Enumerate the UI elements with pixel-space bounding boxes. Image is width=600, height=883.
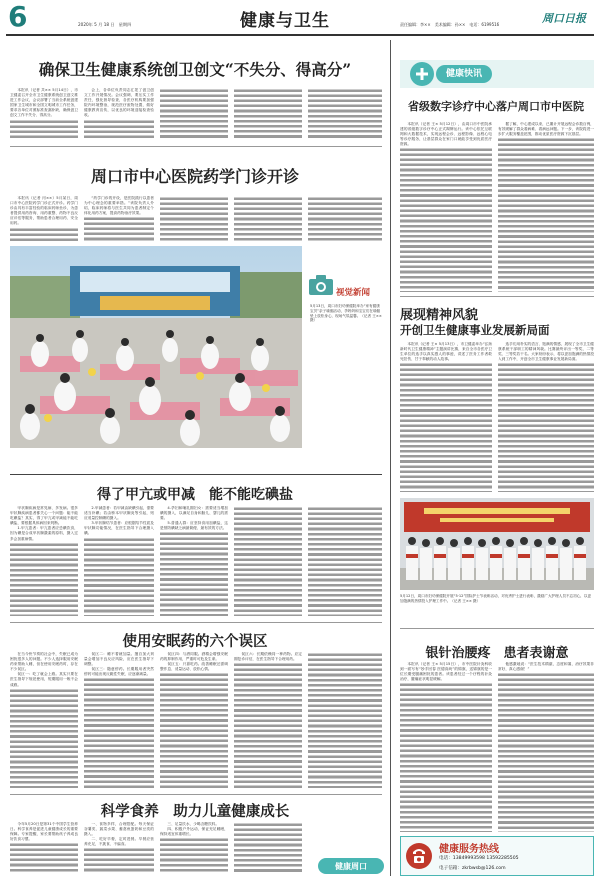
phone-label: 电话： [439,856,453,861]
group-photo-caption: 5月12日，周口市妇幼保健院开展“5·12”国际护士节表彰活动，对优秀护士进行表彰，激励广大护理人员不忘初心，以更加饱满的热情投入护理工作中。（记者 王×× 摄） [400,594,592,603]
digital-para-1: 本报讯（记者 王× 5月12日），由周口市中医院承建的省级数字诊疗中心正式揭牌运行。该中心依托互联网和大数据技术，实现远程会诊、远程影像、远程心电等诊疗服务，让基层群众在家门口就能享受到优质医疗资源。 [400,122,492,147]
divider-r2 [400,628,594,629]
acu-para-2: 他感激地说：“医生技术精湛，态度和蔼，治疗效果非常好，真心感谢！” [498,662,594,672]
nutrition-para-3: 二、吃好早餐，定时进餐。早餐应营养充足，不挑食、不偏食。 [84,837,154,847]
article-1-para-1: 本报讯（记者 共×× 5月14日），市卫健委召开全市卫生健康系统创卫创文推进工作会议，会议部署了当前全系统创建国家卫生城市和全国文明城市工作任务，要求各单位对照标准查漏补缺，确保创卫创文工作不失分、得高分。 [10,88,78,118]
acu-col-1 [400,662,492,832]
nutrition-col-3 [160,822,228,872]
iodine-para-5: 4.孕妇和哺乳期妇女：需要适当增加碘的摄入，以满足自身和胎儿、婴儿的需要。 [160,506,228,521]
hotline-title: 健康服务热线 [439,844,499,855]
phone-icon [405,842,433,870]
digital-para-2: 据了解，中心建成以来，已累计开展远程会诊数百例，有效缓解了群众看病难、看病远问题。下一步，该院将进一步扩大服务覆盖范围，推动优质医疗资源下沉基层。 [498,122,594,137]
spirit-col-2 [498,342,594,492]
divider-r1 [400,296,594,297]
pills-para-7: 误区六：长期依赖同一种药物。应定期复诊评估，在医生指导下合理用药。 [234,652,302,662]
phone-number: 13849993598 13592285505 [452,856,519,861]
iodine-col-1 [10,506,78,616]
article-2-col-3 [160,196,228,242]
paper-name: 周口日报 [542,12,586,25]
health-flash-banner [400,60,594,88]
headline-digital-clinic: 省级数字诊疗中心落户周口市中医院 [408,100,584,113]
pills-col-2 [84,652,154,788]
pills-para-5: 误区四：与酒同服。酒精会增强安眠药的抑制作用，严重时可危及生命。 [160,652,228,662]
nutrition-col-2 [84,822,154,872]
divider-2 [10,474,382,475]
article-2-para-1: 本报讯（记者 闫××）5月某日，周口市中心医院药学门诊正式开诊。药学门诊由具有丰富经验的临床药师坐诊，为患者提供用药咨询、用药重整、药物不良反应评估等服务，帮助患者合理用药、安全用药。 [10,196,78,226]
page-header [0,0,600,36]
article-2-col-4 [234,196,302,242]
article-1-col-2 [84,88,154,140]
pills-col-4 [234,652,302,788]
nutrition-col-1 [10,822,78,872]
article-2-para-2: “药学门诊的开设，是医院践行以患者为中心理念的重要举措。”该院负责人介绍，临床药师将与医生共同为患者制定个体化用药方案，提高药物治疗效果。 [84,196,154,216]
nutrition-col-4 [234,822,302,872]
issue-date: 2020年 5 月 18 日 星期四 [78,22,132,27]
spirit-para-1: 本报讯（记者 王× 5月13日），市卫健委举办“弘扬新时代卫生健康精神”主题演讲比赛，来自全市各医疗卫生单位的选手以真实感人的事迹，讲述了医务工作者救死扶伤、甘于奉献的动人故事。 [400,342,492,362]
article-1-para-2: 会上，各单位负责同志汇报了创卫创文工作开展情况。会议强调，要压实工作责任，强化督导检查，各医疗机构要加强院内环境整治，规范医疗废物处置，做好健康教育宣传，以优良的环境迎接检查验收。 [84,88,154,118]
pills-para-4: 误区三：随意停药。长期服用者突然停药可能出现反跳性失眠，应逐渐减量。 [84,667,154,677]
nutrition-para-5: 四、积极户外运动，保证充足睡眠，保持适宜体重增长。 [160,827,228,837]
iodine-col-5 [308,506,382,616]
article-1-col-1 [10,88,78,140]
pills-col-5 [308,652,382,788]
pills-col-1 [10,652,78,788]
headline-spirit-1: 展现精神风貌 [400,308,479,323]
yoga-news-photo [10,246,302,448]
health-flash-label: 健康快讯 [436,65,492,83]
pills-para-2: 误区一：吃了就会上瘾。其实只要在医生指导下规范使用，短期服用一般不会成瘾。 [10,672,78,687]
acu-para-1: 本报讯（记者 王× 5月15日），市中医院针灸科收到一面写有“妙手回春 医德高尚”的锦旗，送锦旗的是一位长期受腰痛困扰的患者。该患者经过一个疗程的针灸治疗，腰痛症状明显缓解。 [400,662,492,682]
editor-info: 责任编辑：李×× 美术编辑：孙×× 电话：6199516 [400,22,500,27]
divider-1 [10,146,382,147]
iodine-para-3: 2.甲减患者：若甲减由缺碘引起，需要适当补碘；若由桥本甲状腺炎等引起，则应适量控制碘的摄入。 [84,506,154,521]
divider-3 [10,622,382,623]
column-divider [390,40,391,876]
headline-child-nutrition: 科学食养 助力儿童健康成长 [100,803,290,820]
divider-4 [10,794,382,795]
iodine-col-2 [84,506,154,616]
headline-creation-campaign: 确保卫生健康系统创卫创文“不失分、得高分” [38,60,352,79]
iodine-para-2: 1.甲亢患者：甲亢患者应忌碘饮食，因为碘是合成甲状腺激素的原料，摄入过多会加重病情。 [10,526,78,541]
iodine-para-1: 甲状腺疾病是常见病、多发病。很多甲状腺疾病患者都关心一个问题：能不能吃碘盐？其实，得了甲亢或甲减能不能吃碘盐，要根据具体病因来判断。 [10,506,78,526]
pills-para-1: 在当今快节奏的社会中，失眠已成为困扰很多人的问题。不少人选择服用安眠药来帮助入睡，但在使用安眠药时，存在不少误区。 [10,652,78,672]
headline-sleeping-pills: 使用安眠药的六个误区 [122,633,268,650]
iodine-para-6: 5.普通人群：应坚持食用加碘盐，这是预防碘缺乏病最简便、最有效的方法。 [160,521,228,531]
email-label: 电子信箱： [439,866,462,871]
email-address: zkrbwsb@126.com [461,866,506,871]
iodine-col-3 [160,506,228,616]
pills-para-6: 误区五：只靠吃药。改善睡眠还需调整作息、适量运动、放松心情。 [160,662,228,672]
pills-para-3: 误区二：睡不着就加量。擅自加大剂量会增加不良反应风险，应在医生指导下调整。 [84,652,154,667]
nutrition-para-1: 今年5月20日是第31个中国学生营养日。科学食养是促进儿童健康成长的重要保障。专家提醒，家长要帮助孩子养成良好饮食习惯。 [10,822,78,842]
award-group-photo [400,498,594,590]
page-number: 6 [8,0,28,33]
hotline-phone-row [439,855,519,861]
nutrition-para-2: 一、食物多样，合理搭配。每天保证谷薯类、蔬菜水果、畜禽鱼蛋奶和豆类的摄入。 [84,822,154,837]
article-2-col-5 [308,196,382,242]
hotline-box [400,836,594,876]
digital-col-2 [498,122,594,292]
article-1-col-5 [308,88,382,140]
headline-acupuncture: 银针治腰疼 患者表谢意 [425,646,569,661]
article-1-col-3 [160,88,228,140]
section-title: 健康与卫生 [240,11,330,31]
pills-col-3 [160,652,228,788]
article-2-col-2 [84,196,154,242]
headline-pharmacy-clinic: 周口市中心医院药学门诊开诊 [90,167,299,186]
header-rule [6,34,594,36]
headline-iodine-salt: 得了甲亢或甲减 能不能吃碘盐 [97,487,293,503]
headline-spirit-2: 开创卫生健康事业发展新局面 [400,323,550,337]
visual-news-label: 视觉新闻 [336,288,371,298]
acu-col-2 [498,662,594,832]
camera-icon [308,274,334,296]
hotline-email-row [439,865,506,871]
article-2-col-1 [10,196,78,242]
iodine-para-4: 3.甲状腺结节患者：应根据结节性质及甲状腺功能情况，在医生指导下合理摄入碘。 [84,521,154,536]
spirit-para-2: 选手们用朴实的语言、饱满的情感，展现了全市卫生健康系统干部职工的精神风貌。比赛最终评出一等奖、二等奖、三等奖若干名。大家纷纷表示，将以更加饱满的热情投入到工作中，开创全市卫生健康事业发展新局面。 [498,342,594,362]
healthy-zhoukou-badge: 健康周口 [318,858,384,874]
article-1-col-4 [234,88,302,140]
iodine-col-4 [234,506,302,616]
digital-col-1 [400,122,492,292]
nutrition-para-4: 三、足量饮水，少喝含糖饮料。 [167,822,220,826]
spirit-col-1 [400,342,492,492]
photo-caption: 5月13日，周口市妇幼保健院举办“家有健康宝贝”亲子瑜伽活动，孕妈妈和宝宝们在瑜伽垫上放松身心，现场气氛温馨。（记者 王×× 摄） [310,304,382,323]
